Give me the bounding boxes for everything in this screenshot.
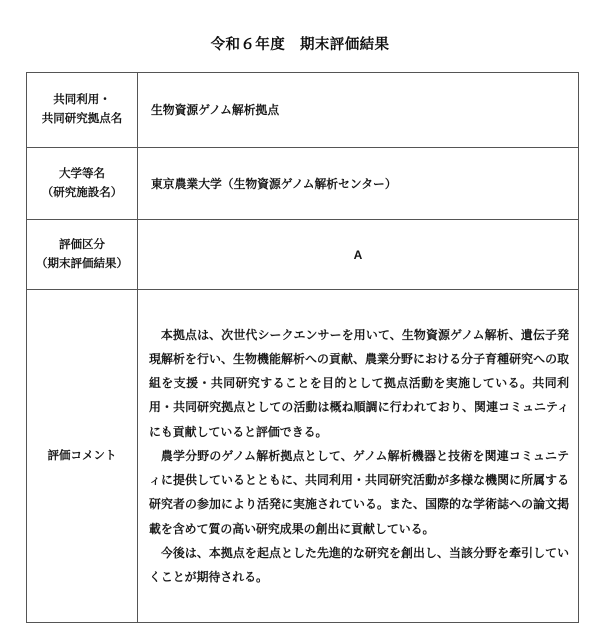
evaluation-table <box>26 72 579 623</box>
comment-text-body <box>149 323 569 589</box>
row-label-line: 大学等名 <box>59 167 105 180</box>
row-label-line: （期末評価結果） <box>36 257 128 270</box>
row-label-evaluation-comment <box>27 290 138 623</box>
row-label-line: 評価コメント <box>47 449 117 462</box>
row-label-university-name <box>27 148 138 220</box>
row-label-facility-name <box>27 73 138 148</box>
row-value-evaluation-comment <box>138 290 579 623</box>
table-row-university-name <box>27 148 579 220</box>
table-row-evaluation-grade <box>27 220 579 290</box>
status-badge-grade: A <box>138 220 579 290</box>
row-label-evaluation-grade <box>27 220 138 290</box>
row-label-line: 共同研究拠点名 <box>41 113 123 125</box>
row-value-university-name: 東京農業大学（生物資源ゲノム解析センター） <box>138 148 579 220</box>
page-title: 令和６年度 期末評価結果 <box>210 37 390 53</box>
table-row-facility-name <box>27 73 579 148</box>
comment-paragraph: 本拠点は、次世代シークエンサーを用いて、生物資源ゲノム解析、遺伝子発現解析を行い、生物機能解析への貢献、農業分野における分子育種研究への取組を支援・共同研究することを目的として拠点活動を実施している。共同利用・共同研究拠点としての活動は概ね順調に行われており、関連コミュニティにも貢献していると評価できる。 <box>149 327 569 439</box>
comment-paragraph: 農学分野のゲノム解析拠点として、ゲノム解析機器と技術を関連コミュニティに提供しているとともに、共同利用・共同研究活動が多様な機関に所属する研究者の参加により活発に実施されている。また、国際的な学術誌への論文掲載を含めて質の高い研究成果の創出に貢献している。 <box>149 448 569 536</box>
table-row-evaluation-comment <box>27 290 579 623</box>
comment-paragraph: 今後は、本拠点を起点とした先進的な研究を創出し、当該分野を牽引していくことが期待される。 <box>149 545 569 584</box>
row-value-facility-name: 生物資源ゲノム解析拠点 <box>138 73 579 148</box>
row-label-line: （研究施設名） <box>41 186 123 199</box>
row-label-line: 評価区分 <box>59 238 105 251</box>
row-label-line: 共同利用・ <box>53 94 111 106</box>
